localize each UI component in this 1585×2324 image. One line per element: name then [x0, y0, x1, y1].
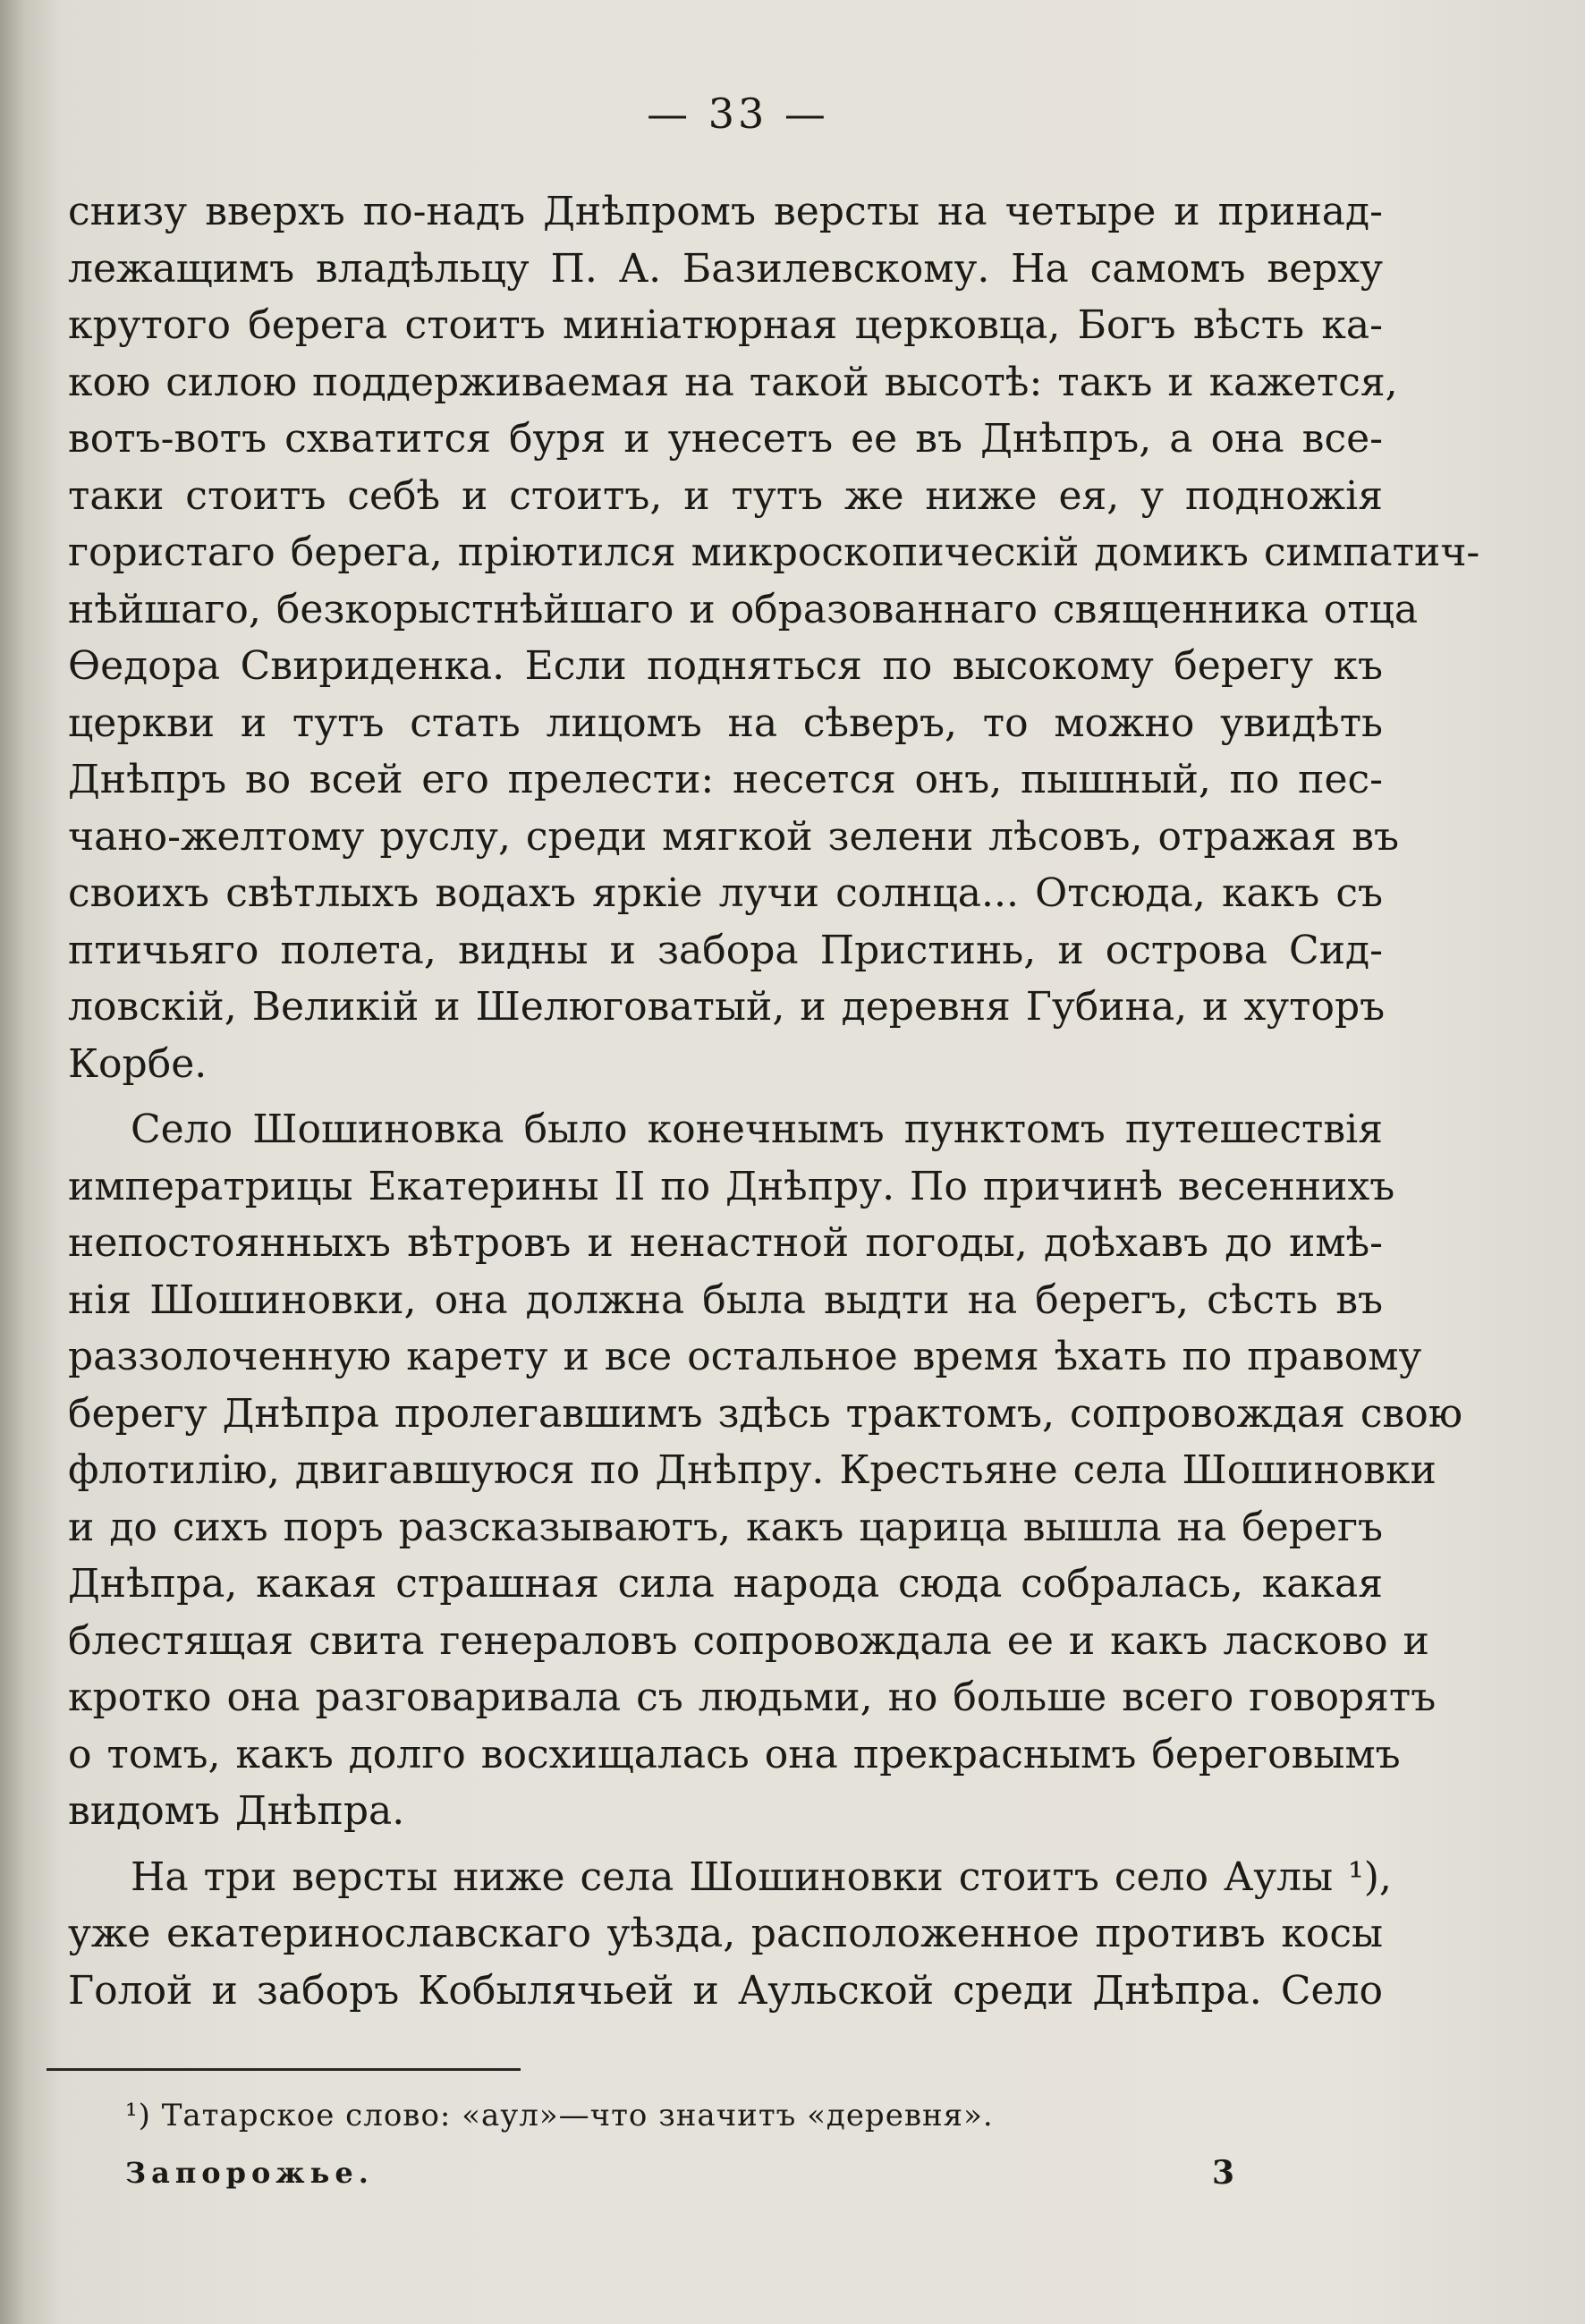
text-line: вотъ-вотъ схватится буря и унесетъ ее въ Днѣпръ, а она все-: [68, 416, 1383, 462]
text-line: блестящая свита генераловъ сопровождала ее и какъ ласково и: [68, 1617, 1429, 1664]
text-line: Корбе.: [68, 1040, 208, 1087]
text-line: берегу Днѣпра пролегавшимъ здѣсь трактомъ, сопровождая свою: [68, 1390, 1463, 1437]
text-line: кротко она разговаривала съ людьми, но больше всего говорятъ: [68, 1675, 1437, 1720]
text-line: нія Шошиновки, она должна была выдти на берегъ, сѣсть въ: [68, 1277, 1383, 1323]
body-text: [68, 183, 1480, 2019]
sheet-number: 3: [1212, 2154, 1235, 2192]
page-number: — 33 —: [647, 89, 829, 138]
text-line: гористаго берега, пріютился микроскопическій домикъ симпатич-: [68, 530, 1480, 575]
text-line: Село Шошиновка было конечнымъ пунктомъ путешествія: [131, 1107, 1383, 1152]
text-line: снизу вверхъ по-надъ Днѣпромъ версты на четыре и принад-: [68, 189, 1383, 234]
text-line: птичьяго полета, видны и забора Пристинь, и острова Сид-: [68, 927, 1383, 973]
paragraph-3: [68, 1849, 1392, 2020]
text-line: Голой и заборъ Кобылячьей и Аульской среди Днѣпра. Село: [68, 1967, 1383, 2014]
text-line: нѣйшаго, безкорыстнѣйшаго и образованнаго священника отца: [68, 586, 1419, 632]
text-line: Днѣпра, какая страшная сила народа сюда собралась, какая: [68, 1561, 1383, 1607]
text-line: своихъ свѣтлыхъ водахъ яркіе лучи солнца... Отсюда, какъ съ: [68, 870, 1383, 916]
text-line: Ѳедора Свириденка. Если подняться по высокому берегу къ: [68, 643, 1383, 689]
paragraph-2: [68, 1101, 1463, 1840]
text-line: о томъ, какъ долго восхищалась она прекраснымъ береговымъ: [68, 1731, 1401, 1777]
text-line: лежащимъ владѣльцу П. А. Базилевскому. На самомъ верху: [68, 245, 1383, 292]
text-line: таки стоитъ себѣ и стоитъ, и тутъ же ниже ея, у подножія: [68, 472, 1383, 519]
text-line: и до сихъ поръ разсказываютъ, какъ царица вышла на берегъ: [68, 1504, 1383, 1550]
text-line: флотилію, двигавшуюся по Днѣпру. Крестьяне села Шошиновки: [68, 1447, 1437, 1493]
text-line: императрицы Екатерины II по Днѣпру. По причинѣ весеннихъ: [68, 1163, 1395, 1209]
footnote: ¹) Татарское слово: «аул»—что значитъ «деревня».: [125, 2098, 994, 2133]
text-line: уже екатеринославскаго уѣзда, расположенное противъ косы: [68, 1911, 1383, 1956]
text-line: крутого берега стоитъ миніатюрная церковца, Богъ вѣсть ка-: [68, 302, 1383, 348]
text-line: раззолоченную карету и все остальное время ѣхать по правому: [68, 1334, 1422, 1379]
text-line: видомъ Днѣпра.: [68, 1788, 405, 1834]
paragraph-1: [68, 183, 1480, 1092]
text-line: непостоянныхъ вѣтровъ и ненастной погоды, доѣхавъ до имѣ-: [68, 1220, 1383, 1266]
text-line: На три версты ниже села Шошиновки стоитъ село Аулы ¹),: [131, 1853, 1392, 1900]
text-line: ловскій, Великій и Шелюговатый, и деревня Губина, и хуторъ: [68, 984, 1386, 1030]
footnote-divider: [47, 2068, 521, 2071]
text-line: чано-желтому руслу, среди мягкой зелени лѣсовъ, отражая въ: [68, 813, 1399, 860]
text-line: Днѣпръ во всей его прелести: несется онъ, пышный, по пес-: [68, 757, 1383, 802]
text-line: кою силою поддерживаемая на такой высотѣ: такъ и кажется,: [68, 359, 1398, 405]
signature-mark: Запорожье.: [125, 2156, 374, 2190]
text-line: церкви и тутъ стать лицомъ на сѣверъ, то можно увидѣть: [68, 700, 1383, 746]
